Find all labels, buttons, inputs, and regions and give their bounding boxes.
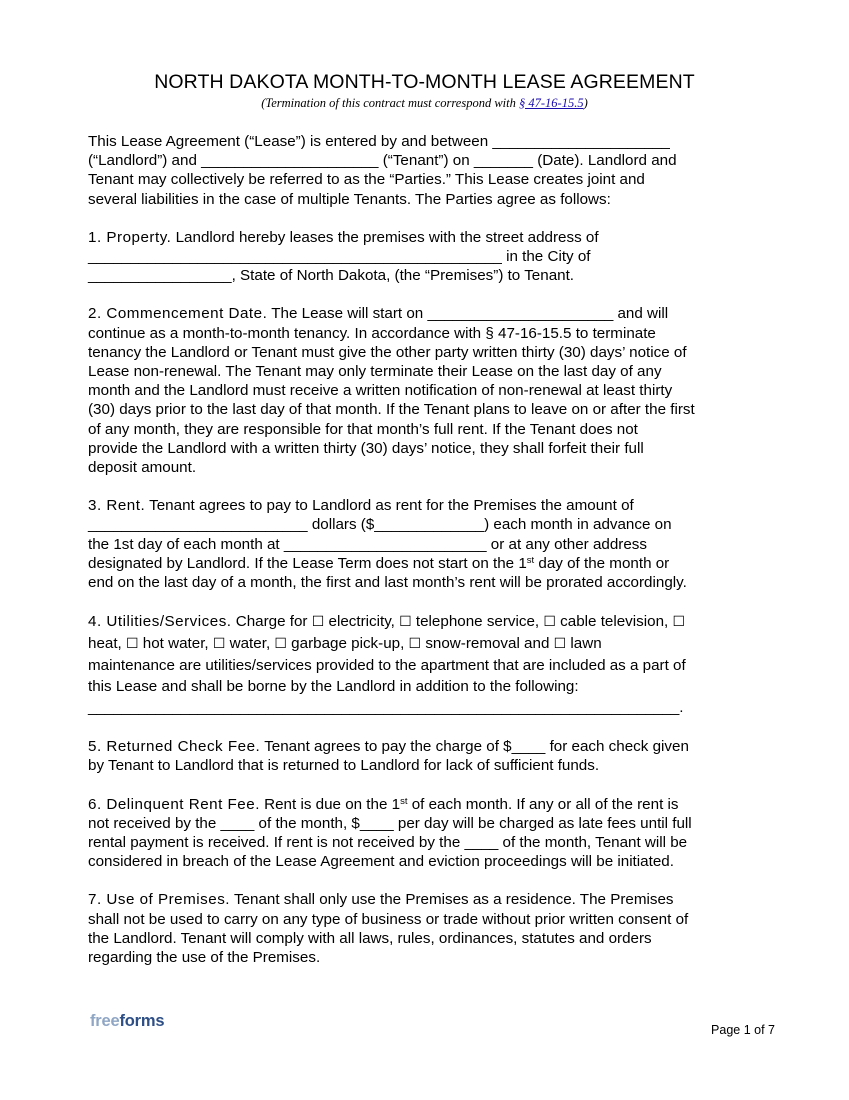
section-text: Tenant agrees to pay the charge of $____ for each check given	[260, 738, 689, 756]
section-heading: 5. Returned Check Fee.	[88, 738, 261, 756]
section-line: the 1st day of each month at ________________________ or at any other address	[88, 535, 647, 553]
section-heading: 4. Utilities/Services.	[88, 613, 232, 631]
checkbox-label: cable television,	[555, 613, 673, 631]
section-line: continue as a month-to-month tenancy. In accordance with § 47-16-15.5 to terminate	[88, 324, 656, 342]
section-line	[88, 737, 768, 756]
section-text: Tenant agrees to pay to Landlord as rent for the Premises the amount of	[145, 497, 634, 515]
electricity-checkbox[interactable]: ☐	[311, 614, 325, 631]
logo-free-text: free	[90, 1012, 120, 1030]
section-line: by Tenant to Landlord that is returned to Landlord for lack of sufficient funds.	[88, 757, 600, 775]
section-line: Lease non-renewal. The Tenant may only terminate their Lease on the last day of any	[88, 363, 662, 381]
intro-line: several liabilities in the case of multiple Tenants. The Parties agree as follows:	[88, 190, 611, 208]
checkbox-label: electricity,	[324, 613, 400, 631]
intro-line: Tenant may collectively be referred to as the “Parties.” This Lease creates joint and	[88, 171, 645, 189]
section-utilities	[88, 611, 768, 718]
section-line: maintenance are utilities/services provided to the apartment that are included as a part of	[88, 657, 686, 675]
section-line: this Lease and shall be borne by the Landlord in addition to the following:	[88, 678, 579, 696]
intro-paragraph	[88, 132, 768, 209]
section-line: _________________, State of North Dakota, (the “Premises”) to Tenant.	[88, 267, 575, 285]
section-delinquent-rent-fee	[88, 795, 768, 872]
hot-water-checkbox[interactable]: ☐	[126, 636, 139, 653]
section-text: Rent is due on the 1	[259, 795, 401, 813]
section-use-of-premises	[88, 890, 768, 967]
section-line: _________________________________________________ in the City of	[88, 248, 591, 266]
logo-forms-text: forms	[119, 1012, 165, 1030]
superscript: st	[526, 554, 535, 566]
section-heading: 3. Rent.	[88, 497, 146, 515]
section-text: Landlord hereby leases the premises with the street address of	[171, 228, 599, 246]
checkbox-label: water,	[225, 635, 275, 653]
section-heading: 2. Commencement Date.	[88, 305, 268, 323]
checkbox-label: telephone service,	[411, 613, 544, 631]
superscript: st	[400, 795, 408, 807]
checkbox-label: heat,	[88, 635, 126, 653]
section-rent	[88, 496, 768, 592]
section-commencement-date	[88, 304, 768, 477]
section-line: not received by the ____ of the month, $____ per day will be charged as late fees until full	[88, 814, 692, 832]
section-line	[88, 795, 768, 814]
section-text: The Lease will start on ______________________ and will	[267, 305, 669, 323]
section-line: the Landlord. Tenant will comply with all laws, rules, ordinances, statutes and orders	[88, 929, 652, 947]
section-returned-check-fee	[88, 737, 768, 775]
section-line: end on the last day of a month, the first and last month’s rent will be prorated accordingly.	[88, 574, 687, 592]
page-number: Page 1 of 7	[711, 1023, 775, 1037]
snow-removal-checkbox[interactable]: ☐	[408, 636, 422, 653]
garbage-checkbox[interactable]: ☐	[274, 636, 287, 653]
section-line: (30) days prior to the last day of that month. If the Tenant plans to leave on or after the first	[88, 401, 695, 419]
section-line	[88, 496, 768, 515]
checkbox-label: hot water,	[138, 635, 213, 653]
section-line: month and the Landlord must receive a written notification of non-renewal at least thirty	[88, 382, 673, 400]
subtitle-close: )	[583, 96, 588, 110]
checkbox-label: snow-removal and	[421, 635, 554, 653]
checkbox-label: lawn	[566, 635, 602, 653]
checkbox-label: garbage pick-up,	[286, 635, 409, 653]
section-text: Charge for	[231, 613, 312, 631]
section-line: considered in breach of the Lease Agreement and eviction proceedings will be initiated.	[88, 853, 674, 871]
section-text: day of the month or	[534, 554, 670, 572]
section-line: __________________________ dollars ($_____________) each month in advance on	[88, 516, 672, 534]
section-line: ______________________________________________________________________.	[88, 699, 684, 717]
subtitle-text: (Termination of this contract must correspond with	[261, 96, 519, 110]
section-property	[88, 228, 768, 286]
section-line	[88, 554, 768, 573]
intro-line: This Lease Agreement (“Lease”) is entered by and between _____________________	[88, 133, 670, 150]
section-text: designated by Landlord. If the Lease Term does not start on the 1	[88, 554, 527, 572]
document-title: NORTH DAKOTA MONTH-TO-MONTH LEASE AGREEMENT	[154, 71, 695, 93]
intro-line: (“Landlord”) and _____________________ (“Tenant”) on _______ (Date). Landlord and	[88, 152, 677, 170]
section-line: tenancy the Landlord or Tenant must give the other party written thirty (30) days’ notice of	[88, 343, 687, 361]
heat-checkbox[interactable]: ☐	[672, 614, 686, 631]
section-line: of any month, they are responsible for that month’s full rent. If the Tenant does not	[88, 420, 638, 438]
cable-television-checkbox[interactable]: ☐	[543, 614, 556, 631]
section-line: provide the Landlord with a written thirty (30) days’ notice, they shall forfeit their full	[88, 439, 644, 457]
section-line	[88, 611, 768, 633]
section-heading: 6. Delinquent Rent Fee.	[88, 795, 260, 813]
section-line: deposit amount.	[88, 459, 197, 477]
section-text: of each month. If any or all of the rent is	[407, 795, 679, 813]
section-line	[88, 633, 768, 655]
section-heading: 1. Property.	[88, 228, 172, 246]
water-checkbox[interactable]: ☐	[212, 636, 226, 653]
section-line: shall not be used to carry on any type of business or trade without prior written consent of	[88, 910, 689, 928]
document-body	[88, 132, 768, 986]
section-line	[88, 304, 768, 323]
section-line	[88, 228, 768, 247]
section-text: Tenant shall only use the Premises as a residence. The Premises	[230, 891, 674, 909]
section-heading: 7. Use of Premises.	[88, 891, 231, 909]
lawn-checkbox[interactable]: ☐	[553, 636, 567, 653]
section-line: regarding the use of the Premises.	[88, 949, 321, 967]
freeforms-logo	[90, 1012, 164, 1031]
document-subtitle	[0, 96, 849, 111]
section-line	[88, 890, 768, 909]
section-line: rental payment is received. If rent is not received by the ____ of the month, Tenant will be	[88, 834, 688, 852]
telephone-checkbox[interactable]: ☐	[399, 614, 412, 631]
statute-link[interactable]: § 47-16-15.5	[519, 96, 584, 110]
